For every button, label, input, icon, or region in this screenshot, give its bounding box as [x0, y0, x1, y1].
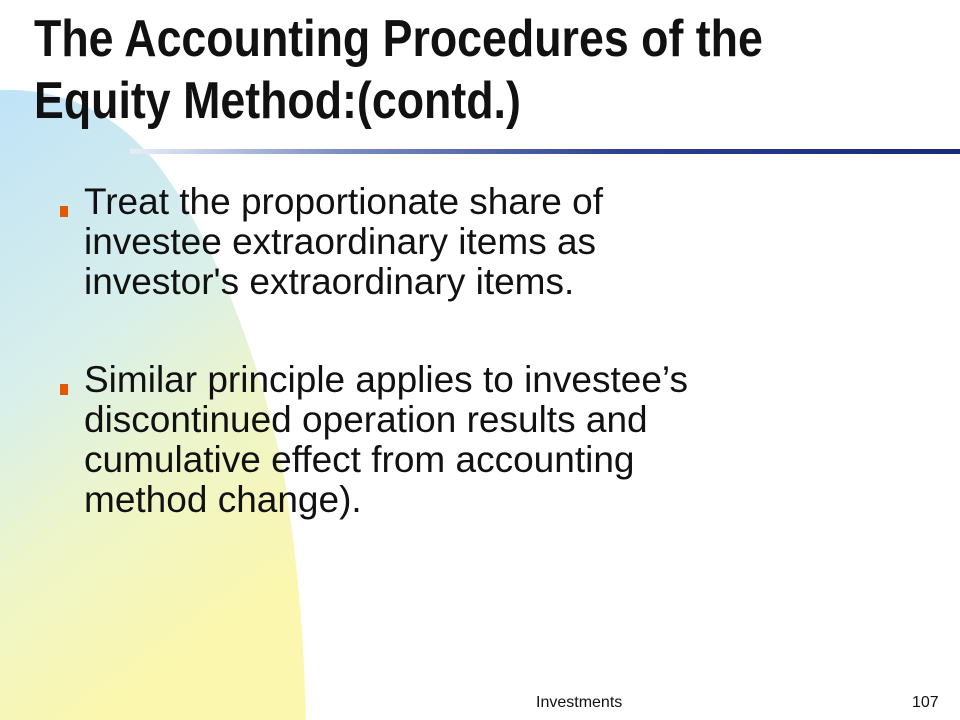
square-bullet-icon — [60, 384, 68, 395]
bullet-line: Similar principle applies to investee’s — [84, 359, 688, 400]
title-line-1: The Accounting Procedures of the — [34, 10, 763, 68]
bullet-line: Treat the proportionate share of — [84, 181, 603, 222]
page-number: 107 — [912, 694, 939, 711]
square-bullet-icon — [60, 206, 68, 217]
bullet-text — [84, 360, 934, 520]
bullet-line: method change). — [84, 479, 362, 520]
title-line-2: Equity Method:(contd.) — [34, 72, 521, 130]
bullet-line: cumulative effect from accounting — [84, 439, 635, 480]
bullet-line: investee extraordinary items as — [84, 221, 597, 262]
bullet-text — [84, 182, 934, 302]
footer-label: Investments — [536, 694, 623, 711]
bullet-line: discontinued operation results and — [84, 399, 648, 440]
bullet-line: investor's extraordinary items. — [84, 261, 575, 302]
